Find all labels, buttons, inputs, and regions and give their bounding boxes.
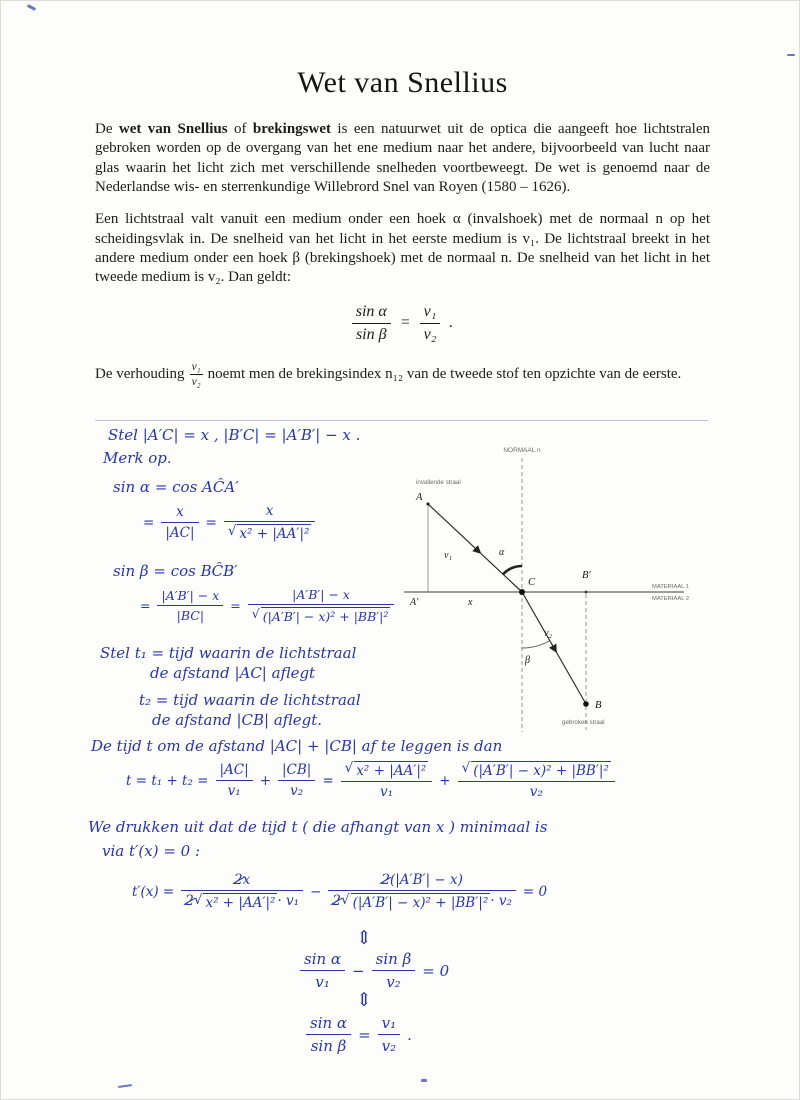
- hw-frac-den: v₁: [379, 784, 393, 800]
- hw-rhs: = 0: [422, 961, 450, 980]
- hw-minimize-intro-b: via t′(x) = 0 :: [102, 842, 201, 860]
- p1-pre: De: [95, 121, 119, 137]
- hw-frac-sinalpha-over-v1: [300, 950, 345, 991]
- radicand: √ (|A′B′| − x)² + |BB′|²: [352, 895, 489, 911]
- formula-equals: =: [399, 314, 411, 332]
- point-c-label: C: [528, 577, 536, 588]
- hw-frac-sinalpha-over-sinbeta: [306, 1014, 351, 1055]
- hw-eq: =: [230, 598, 241, 613]
- hw-minus: −: [352, 961, 365, 980]
- hw-frac-den: v₂: [290, 783, 304, 799]
- beta-angle-arc: [522, 641, 550, 648]
- hw-lhs: t = t₁ + t₂ =: [126, 772, 209, 789]
- alpha-label: α: [499, 547, 505, 558]
- beta-label: β: [525, 655, 530, 666]
- hw-minimize-intro-a: We drukken uit dat de tijd t ( die afhangt van x ) minimaal is: [88, 818, 548, 836]
- hw-derivative-equation: [132, 872, 547, 911]
- intro-paragraph-1: [95, 120, 710, 197]
- hw-eq: =: [322, 772, 334, 789]
- hw-time-equation: [126, 761, 615, 800]
- hw-frac-den: |AC|: [165, 525, 195, 541]
- hw-frac-num: [181, 872, 303, 891]
- ratio-pre: De verhouding: [95, 365, 185, 382]
- sqrt-radical: [462, 761, 611, 779]
- hw-frac-num: |CB|: [278, 762, 315, 781]
- hw-frac-den: [248, 605, 395, 624]
- ratio-post: noemt men de brekingsindex n₁₂ van de tweede stof ten opzichte van de eerste.: [207, 365, 682, 382]
- formula-sin-beta: sin β: [355, 325, 387, 343]
- hw-stel-line: Stel |A′C| = x , |B′C| = |A′B′| − x .: [108, 426, 361, 444]
- hw-frac-num: |AC|: [216, 762, 253, 781]
- hw-frac-num: |A′B′| − x: [157, 588, 223, 606]
- cancelled-two: 2: [234, 872, 243, 888]
- radicand: √ (|A′B′| − x)² + |BB′|²: [473, 763, 609, 779]
- v2-label: v₂: [544, 628, 552, 639]
- hw-eq: =: [143, 514, 155, 531]
- hw-frac-den: v₂: [381, 1037, 397, 1055]
- alpha-angle-arc: [503, 566, 522, 574]
- hw-frac-ac-over-v1: [216, 762, 253, 799]
- sqrt-radical: [341, 893, 490, 911]
- hw-t2-definition-b: de afstand |CB| aflegt.: [152, 711, 323, 729]
- hw-eq: =: [140, 598, 151, 613]
- point-b-dot: [583, 701, 589, 707]
- hw-frac-den: v₂: [386, 973, 401, 991]
- hw-frac-num: sin α: [300, 950, 345, 971]
- hw-frac-num: |A′B′| − x: [248, 587, 395, 605]
- hw-frac-den: v₁: [315, 973, 330, 991]
- hw-period: .: [407, 1025, 412, 1044]
- hw-t1-definition-b: de afstand |AC| aflegt: [150, 664, 316, 682]
- incident-ray-label: invallende straal: [416, 479, 461, 486]
- radicand: √ x² + |AA′|²: [205, 895, 276, 911]
- radicand: √ (|A′B′| − x)² + |BB′|²: [262, 609, 389, 624]
- hw-frac-v1-over-v2: [378, 1014, 401, 1055]
- hw-frac-den: [328, 891, 516, 911]
- hw-frac-num: x: [161, 504, 198, 523]
- hw-t1-definition-a: Stel t₁ = tijd waarin de lichtstraal: [100, 644, 357, 662]
- hw-frac-sqrt-over-v2: [458, 761, 615, 800]
- hw-t2-definition-a: t₂ = tijd waarin de lichtstraal: [139, 691, 361, 709]
- point-b-label: B: [595, 700, 602, 711]
- hw-merk-op: Merk op.: [103, 449, 172, 467]
- hw-total-time-intro: De tijd t om de afstand |AC| + |CB| af te leggen is dan: [91, 737, 503, 755]
- radicand: √ x² + |AA′|²: [239, 526, 310, 542]
- hw-frac-den: v₂: [529, 784, 543, 800]
- refraction-diagram: [398, 440, 690, 742]
- intro-paragraph-2: Een lichtstraal valt vanuit een medium onder een hoek α (invalshoek) met de normaal n op het scheidingsvlak in. De snelheid van het licht in het eerste medium is v₁. De lichtstraal breekt in het andere medium onder een hoek β (brekingshoek) met de normaal n. De snelheid van het licht in het tweede medium is v₂. Dan geldt:: [95, 211, 710, 286]
- hw-den-rest: · v₁: [277, 893, 300, 909]
- hw-frac-sqrt-over-v1: [341, 761, 433, 800]
- section-divider-line: [95, 420, 708, 421]
- hw-updown-arrow-2: ⇕: [356, 989, 372, 1011]
- v1-label: v₁: [444, 550, 452, 561]
- hw-frac-x-over-ac: [161, 504, 198, 541]
- formula-period: .: [449, 314, 454, 332]
- hw-frac-den: sin β: [310, 1037, 347, 1055]
- point-bprime-dot: [585, 591, 588, 594]
- hw-frac-den: [224, 522, 316, 542]
- p1-term-brekingswet: brekingswet: [252, 121, 331, 137]
- hw-frac-den: v₁: [227, 783, 241, 799]
- material2-label: MATERIAAL 2: [652, 596, 690, 602]
- scan-mark-right-edge: [787, 54, 795, 56]
- hw-den-rest: · v₂: [490, 893, 512, 909]
- point-a-label: A: [416, 492, 423, 503]
- hw-sin-beta-fractions: [140, 587, 394, 624]
- hw-lhs: t′(x) =: [132, 883, 175, 900]
- incident-ray-upper: [428, 504, 480, 553]
- scan-mark-top-left: [27, 4, 36, 11]
- formula-right-fraction: [420, 303, 441, 344]
- hw-plus: +: [439, 772, 451, 789]
- refracted-ray-lower: [556, 652, 586, 705]
- ratio-paragraph: [95, 361, 710, 388]
- point-aprime-label: A′: [410, 597, 419, 608]
- hw-frac-num: [341, 761, 433, 782]
- hw-eq: =: [205, 514, 217, 531]
- cancelled-two: 2: [185, 893, 194, 909]
- hw-frac-cb-over-v2: [278, 762, 315, 799]
- hw-frac-x-over-sqrt: [224, 503, 316, 542]
- hw-sin-beta-line: sin β = cos BĈB′: [113, 562, 238, 580]
- sqrt-radical: [194, 893, 278, 911]
- hw-frac-den: [181, 891, 303, 911]
- ratio-v1: v₁: [191, 360, 201, 373]
- hw-frac-ab-minus-x-over-sqrt: [248, 587, 395, 624]
- sqrt-radical: [345, 761, 429, 779]
- hw-frac-sinbeta-over-v2: [372, 950, 416, 991]
- page-title: Wet van Snellius: [297, 66, 508, 99]
- hw-frac-num: v₁: [378, 1014, 401, 1035]
- formula-v2: v₂: [423, 325, 437, 343]
- snellius-formula: [95, 303, 710, 344]
- formula-sin-alpha: sin α: [352, 303, 391, 324]
- p1-mid: of: [227, 121, 253, 137]
- radicand: √ x² + |AA′|²: [356, 763, 427, 779]
- point-bprime-label: B′: [582, 570, 591, 581]
- hw-num-rest: x: [242, 872, 251, 888]
- hw-frac-den: |BC|: [176, 608, 205, 623]
- hw-frac-num: x: [224, 503, 316, 522]
- hw-frac-num: sin α: [306, 1014, 351, 1035]
- formula-v1: v₁: [420, 303, 441, 324]
- formula-left-fraction: [352, 303, 391, 344]
- hw-sin-alpha-fractions: [143, 503, 315, 542]
- hw-frac-num: sin β: [372, 950, 416, 971]
- hw-frac-derivative-left: [181, 872, 303, 911]
- cancelled-two: 2: [332, 893, 341, 909]
- sqrt-radical: [252, 607, 391, 624]
- point-a-dot: [426, 502, 429, 505]
- hw-eq: =: [358, 1025, 371, 1044]
- point-c-dot: [519, 589, 525, 595]
- scan-mark-bottom-middle: [421, 1079, 427, 1082]
- incident-ray-lower: [480, 553, 522, 592]
- hw-frac-num: [458, 761, 615, 782]
- sqrt-radical: [228, 524, 312, 542]
- hw-frac-derivative-right: [328, 872, 516, 911]
- material1-label: MATERIAAL 1: [652, 584, 690, 590]
- hw-plus: +: [259, 772, 271, 789]
- cancelled-two: 2: [381, 872, 390, 888]
- hw-num-rest: (|A′B′| − x): [389, 872, 463, 888]
- hw-frac-ab-minus-x-over-bc: [157, 588, 223, 623]
- p1-rest: is een natuurwet uit de optica die aangeeft hoe lichtstralen gebroken worden op de overgang van het ene medium naar het andere, bijvoorbeeld van lucht naar glas waarin het licht zich met verschillende snelheden voortbeweegt. De wet is genoemd naar de Nederlandse wis- en sterrenkundige Willebrord Snel van Royen (1580 – 1626).: [95, 121, 710, 196]
- hw-sin-ratio-zero: [300, 950, 449, 991]
- scan-mark-bottom-left: [118, 1084, 132, 1088]
- hw-updown-arrow-1: ⇕: [356, 927, 372, 949]
- hw-frac-num: [328, 872, 516, 891]
- refracted-ray-label: gebroken straal: [562, 719, 605, 726]
- hw-rhs: = 0: [522, 883, 548, 900]
- hw-final-result: [306, 1014, 412, 1055]
- normal-label: NORMAAL n: [503, 447, 541, 454]
- refracted-ray-upper: [522, 592, 556, 652]
- p1-term-wet-van-snellius: wet van Snellius: [118, 121, 228, 137]
- ratio-v2: v₂: [191, 375, 201, 388]
- x-distance-label: x: [468, 597, 473, 608]
- printed-content: [95, 66, 710, 388]
- ratio-fraction: [190, 361, 203, 388]
- hw-sin-alpha-line: sin α = cos AĈA′: [113, 478, 239, 496]
- hw-minus: −: [310, 883, 322, 900]
